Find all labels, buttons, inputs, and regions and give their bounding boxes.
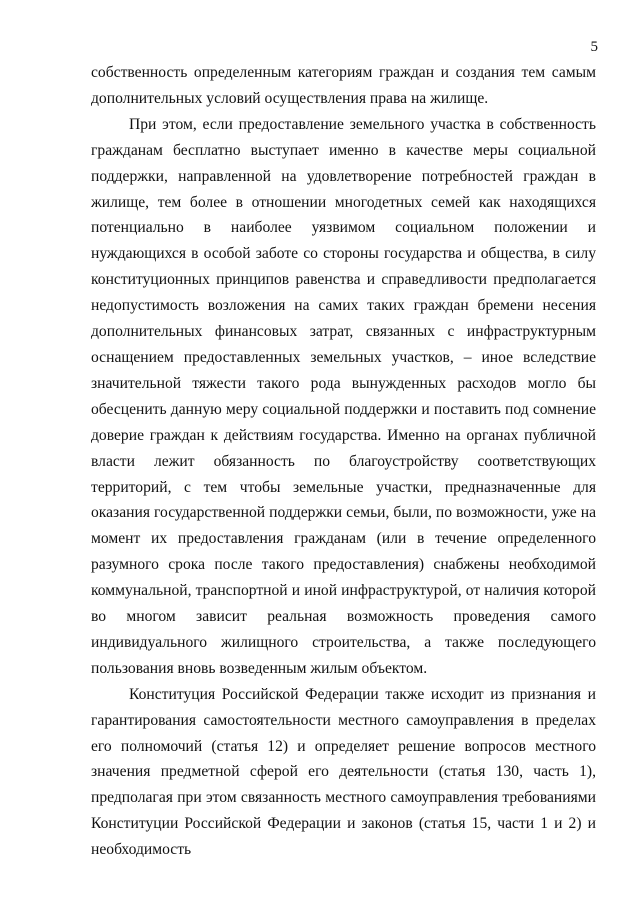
paragraph-2: При этом, если предоставление земельного участка в собственность гражданам бесплатно выступает именно в качестве меры социальной поддержки, направленной на удовлетворение потребностей граждан в жилище, тем более в отношении многодетных семей как находящихся потенциально в наиболее уязвимом социальном положении и нуждающихся в особой заботе со стороны государства и общества, в силу конституционных принципов равенства и справедливости предполагается недопустимость возложения на самих таких граждан бремени несения дополнительных финансовых затрат, связанных с инфраструктурным оснащением предоставленных земельных участков, – иное вследствие значительной тяжести такого рода вынужденных расходов могло бы обесценить данную меру социальной поддержки и поставить под сомнение доверие граждан к действиям государства. Именно на органах публичной власти лежит обязанность по благоустройству соответствующих территорий, с тем чтобы земельные участки, предназначенные для оказания государственной поддержки семьи, были, по возможности, уже на момент их предоставления гражданам (или в течение определенного разумного срока после такого предоставления) снабжены необходимой коммунальной, транспортной и иной инфраструктурой, от наличия которой во многом зависит реальная возможность проведения самого индивидуального жилищного строительства, а также последующего пользования вновь возведенным жилым объектом. <box>91 115 596 677</box>
paragraph-3: Конституция Российской Федерации также исходит из признания и гарантирования самостоятельности местного самоуправления в пределах его полномочий (статья 12) и определяет решение вопросов местного значения предметной сферой его деятельности (статья 130, часть 1), предполагая при этом связанность местного самоуправления требованиями Конституции Российской Федерации и законов (статья 15, части 1 и 2) и необходимость <box>91 685 596 859</box>
document-body <box>91 60 596 863</box>
page-number: 5 <box>590 39 598 55</box>
paragraph-1: собственность определенным категориям граждан и создания тем самым дополнительных условий осуществления права на жилище. <box>91 64 596 107</box>
